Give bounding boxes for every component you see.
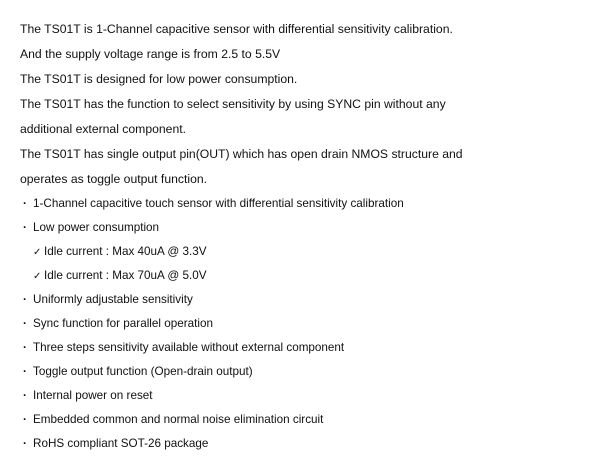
feature-item — [20, 432, 600, 456]
feature-item — [20, 360, 600, 384]
bullet-dot-icon: · — [23, 365, 27, 378]
feature-item — [20, 384, 600, 408]
feature-text: Sync function for parallel operation — [33, 317, 213, 330]
bullet-dot-icon: · — [23, 317, 27, 330]
checkmark-icon: ✓ — [33, 271, 42, 282]
feature-item — [20, 408, 600, 432]
feature-list — [20, 192, 600, 456]
feature-subitem — [20, 264, 600, 288]
bullet-dot-icon: · — [23, 437, 27, 450]
feature-item — [20, 216, 600, 240]
paragraph-line: The TS01T has single output pin(OUT) which has open drain NMOS structure and — [20, 147, 463, 161]
bullet-dot-icon: · — [23, 197, 27, 210]
feature-text: Idle current : Max 40uA @ 3.3V — [44, 245, 207, 258]
feature-text: 1-Channel capacitive touch sensor with differential sensitivity calibration — [33, 197, 404, 210]
feature-item — [20, 336, 600, 360]
checkmark-icon: ✓ — [33, 247, 42, 258]
feature-item — [20, 312, 600, 336]
bullet-dot-icon: · — [23, 413, 27, 426]
feature-item — [20, 192, 600, 216]
feature-text: Low power consumption — [33, 221, 160, 234]
bullet-dot-icon: · — [23, 389, 27, 402]
bullet-dot-icon: · — [23, 293, 27, 306]
feature-text: Idle current : Max 70uA @ 5.0V — [44, 269, 207, 282]
paragraph-line: The TS01T is 1-Channel capacitive sensor with differential sensitivity calibration. — [20, 22, 453, 36]
feature-text: Embedded common and normal noise elimination circuit — [33, 413, 324, 426]
feature-item — [20, 288, 600, 312]
feature-text: Toggle output function (Open-drain output) — [33, 365, 253, 378]
paragraph-line: operates as toggle output function. — [20, 172, 208, 186]
feature-text: Internal power on reset — [33, 389, 153, 402]
feature-text: Uniformly adjustable sensitivity — [33, 293, 193, 306]
paragraph-line: additional external component. — [20, 122, 186, 136]
feature-subitem — [20, 240, 600, 264]
bullet-dot-icon: · — [23, 221, 27, 234]
paragraph-line: The TS01T is designed for low power consumption. — [20, 72, 298, 86]
bullet-dot-icon: · — [23, 341, 27, 354]
document-body — [20, 17, 600, 456]
feature-text: Three steps sensitivity available without external component — [33, 341, 345, 354]
paragraph-line: The TS01T has the function to select sensitivity by using SYNC pin without any — [20, 97, 446, 111]
feature-text: RoHS compliant SOT-26 package — [33, 437, 209, 450]
paragraph-line: And the supply voltage range is from 2.5 to 5.5V — [20, 47, 281, 61]
